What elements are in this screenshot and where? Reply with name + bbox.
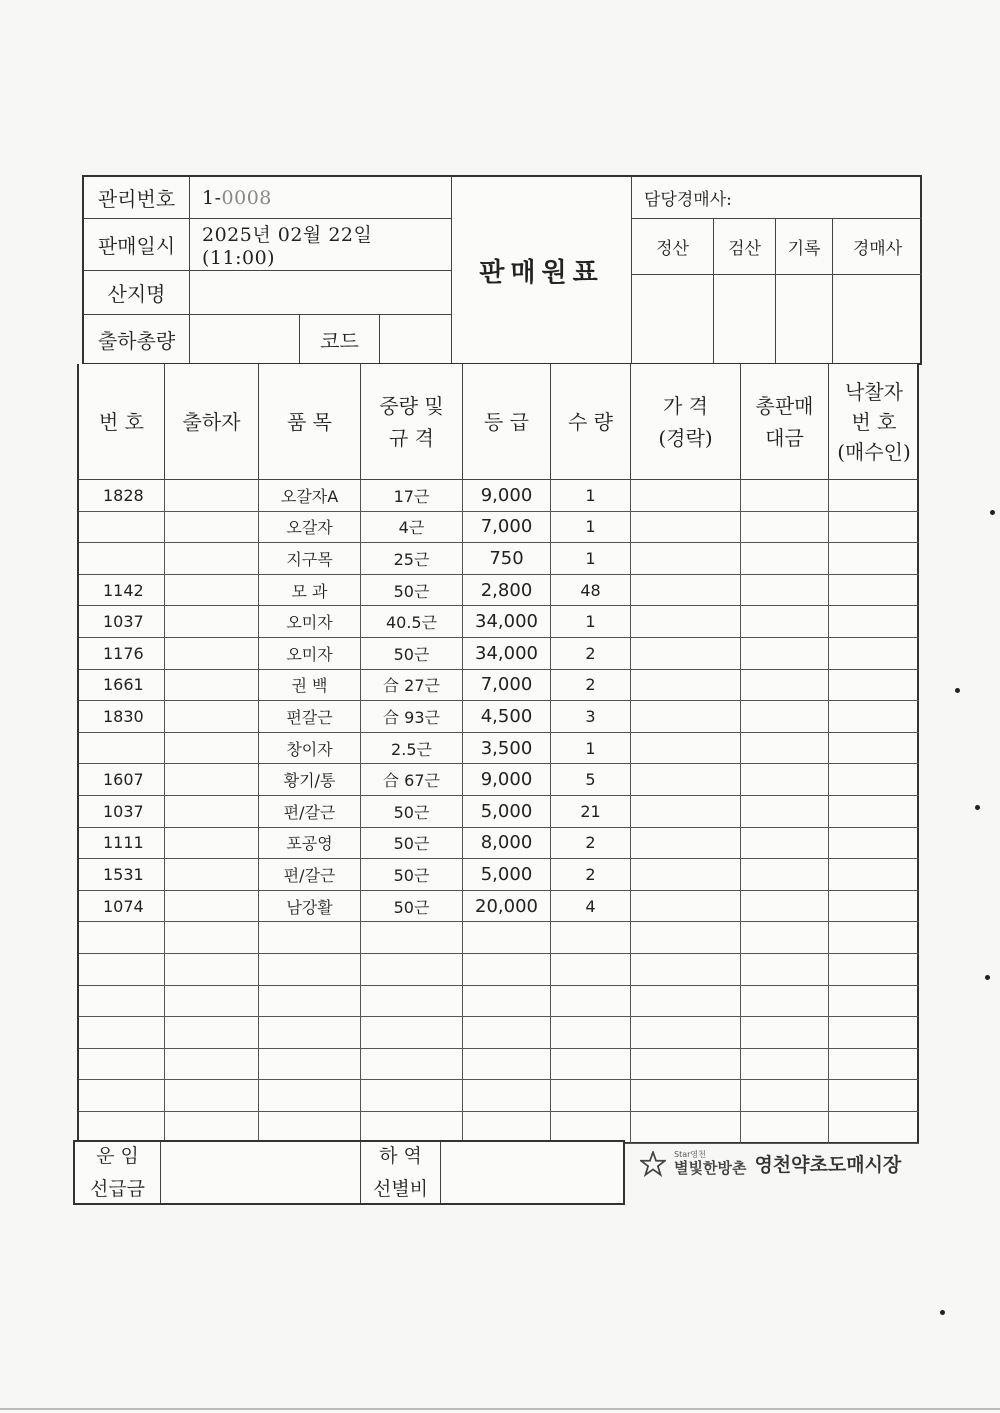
- cell-price[interactable]: [631, 701, 741, 732]
- table-row: [79, 986, 919, 1018]
- auctioneer-label: 담당경매사:: [632, 177, 922, 219]
- cell-total[interactable]: [741, 1049, 829, 1080]
- mgmt-no-prefix: 1-: [202, 186, 222, 209]
- cell-shipper[interactable]: [165, 670, 259, 701]
- cell-item: 지구목: [259, 543, 361, 574]
- mgmt-no-field[interactable]: [190, 177, 452, 219]
- signoff-settle-label: 정산: [632, 219, 714, 275]
- origin-label: 산지명: [84, 271, 190, 315]
- cell-buyer[interactable]: [829, 512, 919, 543]
- cell-item: [259, 922, 361, 953]
- cell-weight: 4근: [361, 512, 463, 543]
- cell-price[interactable]: [631, 891, 741, 922]
- unload-label: [361, 1142, 441, 1203]
- cell-weight: 50근: [361, 796, 463, 827]
- cell-total[interactable]: [741, 1017, 829, 1048]
- cell-price[interactable]: [631, 480, 741, 511]
- unload-label-line2: 선별비: [372, 1177, 429, 1200]
- scan-speck: [985, 975, 990, 980]
- cell-item: 오갈자: [259, 512, 361, 543]
- cell-shipper[interactable]: [165, 1049, 259, 1080]
- cell-no: 1037: [79, 796, 165, 827]
- cell-weight: [361, 954, 463, 985]
- cell-item: 오갈자A: [259, 480, 361, 511]
- cell-weight: 合 27근: [361, 670, 463, 701]
- table-row: [79, 670, 919, 702]
- cell-weight: [361, 922, 463, 953]
- cell-no: [79, 1080, 165, 1111]
- col-header-total: [741, 364, 829, 480]
- cell-total[interactable]: [741, 670, 829, 701]
- cell-price[interactable]: [631, 954, 741, 985]
- col-header-buyer-line1: 낙찰자: [845, 379, 903, 404]
- cell-shipper[interactable]: [165, 954, 259, 985]
- cell-buyer[interactable]: [829, 1080, 919, 1111]
- col-header-weight: [361, 364, 463, 480]
- cell-weight: [361, 986, 463, 1017]
- cell-shipper[interactable]: [165, 922, 259, 953]
- cell-price[interactable]: [631, 1017, 741, 1048]
- cell-total[interactable]: [741, 828, 829, 859]
- cell-grade: 34,000: [463, 606, 551, 637]
- cell-grade: 3,500: [463, 733, 551, 764]
- cell-shipper[interactable]: [165, 764, 259, 795]
- cell-buyer[interactable]: [829, 1049, 919, 1080]
- cell-no: [79, 1049, 165, 1080]
- signoff-auctioneer-label: 경매사: [833, 219, 922, 275]
- col-header-weight-line2: 규 격: [389, 425, 434, 450]
- col-header-buyer-line3: (매수인): [837, 439, 911, 464]
- cell-buyer[interactable]: [829, 922, 919, 953]
- cell-qty: 5: [551, 764, 631, 795]
- table-row: [79, 764, 919, 796]
- cell-price[interactable]: [631, 1049, 741, 1080]
- freight-label-line1: 운 임: [96, 1145, 139, 1168]
- cell-grade: [463, 954, 551, 985]
- table-row: [79, 480, 919, 512]
- cell-qty: 48: [551, 575, 631, 606]
- cell-weight: 17근: [361, 480, 463, 511]
- table-row: [79, 954, 919, 986]
- signoff-settle-box[interactable]: [632, 275, 714, 363]
- cell-qty: 2: [551, 638, 631, 669]
- cell-price[interactable]: [631, 575, 741, 606]
- sales-table: [77, 364, 919, 1144]
- cell-item: 포공영: [259, 828, 361, 859]
- cell-buyer[interactable]: [829, 701, 919, 732]
- cell-price[interactable]: [631, 543, 741, 574]
- cell-shipper[interactable]: [165, 828, 259, 859]
- cell-no: [79, 922, 165, 953]
- cell-qty: 1: [551, 480, 631, 511]
- col-header-price-line2: (경락): [658, 425, 713, 450]
- cell-qty: 2: [551, 670, 631, 701]
- cell-grade: 4,500: [463, 701, 551, 732]
- cell-grade: [463, 922, 551, 953]
- cell-item: 편/갈근: [259, 796, 361, 827]
- freight-label-line2: 선급금: [89, 1177, 146, 1200]
- freight-field[interactable]: [161, 1142, 361, 1203]
- logo-name: 영천약초도매시장: [754, 1154, 902, 1176]
- cell-shipper[interactable]: [165, 891, 259, 922]
- cell-total[interactable]: [741, 859, 829, 890]
- form-footer: [73, 1140, 625, 1205]
- form-header: [82, 175, 922, 365]
- cell-qty: [551, 1080, 631, 1111]
- cell-price[interactable]: [631, 922, 741, 953]
- cell-weight: [361, 1049, 463, 1080]
- cell-no: [79, 1112, 165, 1143]
- cell-shipper[interactable]: [165, 575, 259, 606]
- cell-shipper[interactable]: [165, 733, 259, 764]
- cell-shipper[interactable]: [165, 543, 259, 574]
- cell-total[interactable]: [741, 733, 829, 764]
- cell-qty: [551, 1017, 631, 1048]
- cell-total[interactable]: [741, 638, 829, 669]
- cell-grade: 2,800: [463, 575, 551, 606]
- cell-shipper[interactable]: [165, 1017, 259, 1048]
- cell-total[interactable]: [741, 891, 829, 922]
- cell-item: 권 백: [259, 670, 361, 701]
- col-header-no: 번 호: [79, 364, 165, 480]
- signoff-record-label: 기록: [776, 219, 833, 275]
- cell-price[interactable]: [631, 512, 741, 543]
- cell-item: 오미자: [259, 606, 361, 637]
- cell-item: [259, 954, 361, 985]
- cell-weight: 40.5근: [361, 606, 463, 637]
- scan-speck: [940, 1310, 945, 1315]
- cell-weight: 25근: [361, 543, 463, 574]
- cell-total[interactable]: [741, 543, 829, 574]
- cell-shipper[interactable]: [165, 480, 259, 511]
- cell-no: 1037: [79, 606, 165, 637]
- cell-buyer[interactable]: [829, 1112, 919, 1143]
- cell-item: [259, 1080, 361, 1111]
- cell-buyer[interactable]: [829, 606, 919, 637]
- scan-speck: [975, 805, 980, 810]
- logo-slogan-group: [674, 1151, 746, 1176]
- cell-grade: 7,000: [463, 670, 551, 701]
- cell-buyer[interactable]: [829, 859, 919, 890]
- cell-item: [259, 1049, 361, 1080]
- cell-buyer[interactable]: [829, 638, 919, 669]
- table-row: [79, 543, 919, 575]
- cell-total[interactable]: [741, 606, 829, 637]
- col-header-item: 품 목: [259, 364, 361, 480]
- cell-grade: [463, 1017, 551, 1048]
- cell-grade: 7,000: [463, 512, 551, 543]
- cell-qty: [551, 1049, 631, 1080]
- cell-qty: 1: [551, 606, 631, 637]
- col-header-weight-line1: 중량 및: [379, 393, 444, 418]
- cell-weight: 50근: [361, 828, 463, 859]
- col-header-price: [631, 364, 741, 480]
- table-row: [79, 1017, 919, 1049]
- cell-price[interactable]: [631, 733, 741, 764]
- cell-buyer[interactable]: [829, 828, 919, 859]
- cell-total[interactable]: [741, 1112, 829, 1143]
- table-row: [79, 796, 919, 828]
- cell-no: [79, 986, 165, 1017]
- cell-no: 1661: [79, 670, 165, 701]
- table-row: [79, 701, 919, 733]
- cell-total[interactable]: [741, 480, 829, 511]
- cell-weight: 50근: [361, 575, 463, 606]
- cell-no: [79, 954, 165, 985]
- col-header-total-line2: 대금: [765, 425, 804, 450]
- cell-shipper[interactable]: [165, 1080, 259, 1111]
- cell-shipper[interactable]: [165, 986, 259, 1017]
- scan-speck: [955, 688, 960, 693]
- sale-datetime-field[interactable]: 2025년 02월 22일 (11:00): [190, 219, 452, 271]
- cell-item: 창이자: [259, 733, 361, 764]
- cell-weight: [361, 1017, 463, 1048]
- cell-total[interactable]: [741, 986, 829, 1017]
- cell-qty: 3: [551, 701, 631, 732]
- cell-price[interactable]: [631, 606, 741, 637]
- cell-qty: [551, 1112, 631, 1143]
- cell-qty: 1: [551, 512, 631, 543]
- cell-item: [259, 1017, 361, 1048]
- table-row: [79, 891, 919, 923]
- cell-qty: 21: [551, 796, 631, 827]
- cell-buyer[interactable]: [829, 480, 919, 511]
- star-icon: [640, 1151, 666, 1177]
- cell-buyer[interactable]: [829, 986, 919, 1017]
- cell-no: 1830: [79, 701, 165, 732]
- cell-item: 편갈근: [259, 701, 361, 732]
- cell-buyer[interactable]: [829, 543, 919, 574]
- cell-no: 1142: [79, 575, 165, 606]
- table-row: [79, 733, 919, 765]
- cell-grade: 5,000: [463, 796, 551, 827]
- cell-no: [79, 512, 165, 543]
- cell-item: 모 과: [259, 575, 361, 606]
- code-label: 코드: [300, 315, 380, 363]
- cell-total[interactable]: [741, 1080, 829, 1111]
- col-header-grade: 등 급: [463, 364, 551, 480]
- cell-weight: 2.5근: [361, 733, 463, 764]
- cell-shipper[interactable]: [165, 859, 259, 890]
- table-row: [79, 1112, 919, 1144]
- cell-qty: 4: [551, 891, 631, 922]
- cell-buyer[interactable]: [829, 954, 919, 985]
- cell-price[interactable]: [631, 1112, 741, 1143]
- cell-qty: [551, 954, 631, 985]
- cell-grade: 750: [463, 543, 551, 574]
- cell-price[interactable]: [631, 638, 741, 669]
- table-row: [79, 638, 919, 670]
- cell-qty: [551, 986, 631, 1017]
- cell-grade: 5,000: [463, 859, 551, 890]
- logo-tag: Star영천: [674, 1149, 706, 1159]
- market-logo: [640, 1150, 901, 1177]
- cell-shipper[interactable]: [165, 512, 259, 543]
- freight-label: [75, 1142, 161, 1203]
- form-title: 판매원표: [452, 177, 632, 363]
- cell-shipper[interactable]: [165, 701, 259, 732]
- cell-shipper[interactable]: [165, 638, 259, 669]
- cell-buyer[interactable]: [829, 796, 919, 827]
- cell-item: 남강활: [259, 891, 361, 922]
- cell-total[interactable]: [741, 954, 829, 985]
- cell-price[interactable]: [631, 986, 741, 1017]
- sale-datetime-label: 판매일시: [84, 219, 190, 271]
- col-header-price-line1: 가 격: [663, 393, 708, 418]
- table-row: [79, 828, 919, 860]
- cell-grade: [463, 1080, 551, 1111]
- cell-price[interactable]: [631, 828, 741, 859]
- cell-price[interactable]: [631, 764, 741, 795]
- col-header-buyer-line2: 번 호: [851, 409, 897, 434]
- code-field[interactable]: [380, 315, 452, 363]
- cell-buyer[interactable]: [829, 575, 919, 606]
- cell-weight: 50근: [361, 638, 463, 669]
- cell-no: 1176: [79, 638, 165, 669]
- cell-buyer[interactable]: [829, 670, 919, 701]
- cell-no: [79, 1017, 165, 1048]
- cell-qty: 2: [551, 859, 631, 890]
- col-header-qty: 수 량: [551, 364, 631, 480]
- signoff-verify-box[interactable]: [714, 275, 776, 363]
- cell-no: [79, 733, 165, 764]
- cell-grade: 20,000: [463, 891, 551, 922]
- col-header-total-line1: 총판매: [755, 393, 814, 418]
- cell-grade: 34,000: [463, 638, 551, 669]
- cell-total[interactable]: [741, 512, 829, 543]
- cell-qty: 2: [551, 828, 631, 859]
- cell-qty: 1: [551, 543, 631, 574]
- cell-shipper[interactable]: [165, 606, 259, 637]
- cell-no: 1607: [79, 764, 165, 795]
- cell-weight: [361, 1112, 463, 1143]
- logo-slogan: 별빛한방촌: [674, 1158, 747, 1177]
- table-row: [79, 859, 919, 891]
- cell-weight: [361, 1080, 463, 1111]
- total-shipment-field[interactable]: [190, 315, 300, 363]
- cell-grade: 8,000: [463, 828, 551, 859]
- cell-total[interactable]: [741, 796, 829, 827]
- cell-shipper[interactable]: [165, 796, 259, 827]
- cell-total[interactable]: [741, 701, 829, 732]
- unload-field[interactable]: [441, 1142, 623, 1203]
- cell-buyer[interactable]: [829, 764, 919, 795]
- scan-speck: [990, 510, 995, 515]
- page-edge: [0, 1408, 1000, 1410]
- cell-total[interactable]: [741, 764, 829, 795]
- mgmt-no-value: 0008: [221, 186, 272, 209]
- signoff-auctioneer-box[interactable]: [833, 275, 922, 363]
- cell-buyer[interactable]: [829, 891, 919, 922]
- cell-item: [259, 1112, 361, 1143]
- unload-label-line1: 하 역: [379, 1145, 422, 1168]
- total-shipment-label: 출하총량: [84, 315, 190, 363]
- table-row: [79, 575, 919, 607]
- table-row: [79, 512, 919, 544]
- cell-no: [79, 543, 165, 574]
- cell-shipper[interactable]: [165, 1112, 259, 1143]
- cell-weight: 50근: [361, 891, 463, 922]
- table-row: [79, 1049, 919, 1081]
- origin-field[interactable]: [190, 271, 452, 315]
- cell-grade: [463, 986, 551, 1017]
- cell-no: 1828: [79, 480, 165, 511]
- cell-item: 황기/통: [259, 764, 361, 795]
- cell-grade: [463, 1049, 551, 1080]
- cell-price[interactable]: [631, 1080, 741, 1111]
- cell-grade: 9,000: [463, 764, 551, 795]
- cell-price[interactable]: [631, 859, 741, 890]
- table-row: [79, 606, 919, 638]
- cell-weight: 50근: [361, 859, 463, 890]
- cell-no: 1111: [79, 828, 165, 859]
- col-header-buyer: [829, 364, 919, 480]
- cell-qty: [551, 922, 631, 953]
- cell-grade: 9,000: [463, 480, 551, 511]
- signoff-record-box[interactable]: [776, 275, 833, 363]
- cell-buyer[interactable]: [829, 733, 919, 764]
- table-row: [79, 1080, 919, 1112]
- mgmt-no-label: 관리번호: [84, 177, 190, 219]
- col-header-shipper: 출하자: [165, 364, 259, 480]
- cell-total[interactable]: [741, 922, 829, 953]
- cell-grade: [463, 1112, 551, 1143]
- cell-item: 편/갈근: [259, 859, 361, 890]
- cell-weight: 合 67근: [361, 764, 463, 795]
- cell-item: [259, 986, 361, 1017]
- signoff-verify-label: 검산: [714, 219, 776, 275]
- cell-no: 1074: [79, 891, 165, 922]
- cell-qty: 1: [551, 733, 631, 764]
- cell-buyer[interactable]: [829, 1017, 919, 1048]
- cell-item: 오미자: [259, 638, 361, 669]
- cell-total[interactable]: [741, 575, 829, 606]
- table-row: [79, 922, 919, 954]
- cell-price[interactable]: [631, 670, 741, 701]
- cell-weight: 合 93근: [361, 701, 463, 732]
- cell-price[interactable]: [631, 796, 741, 827]
- cell-no: 1531: [79, 859, 165, 890]
